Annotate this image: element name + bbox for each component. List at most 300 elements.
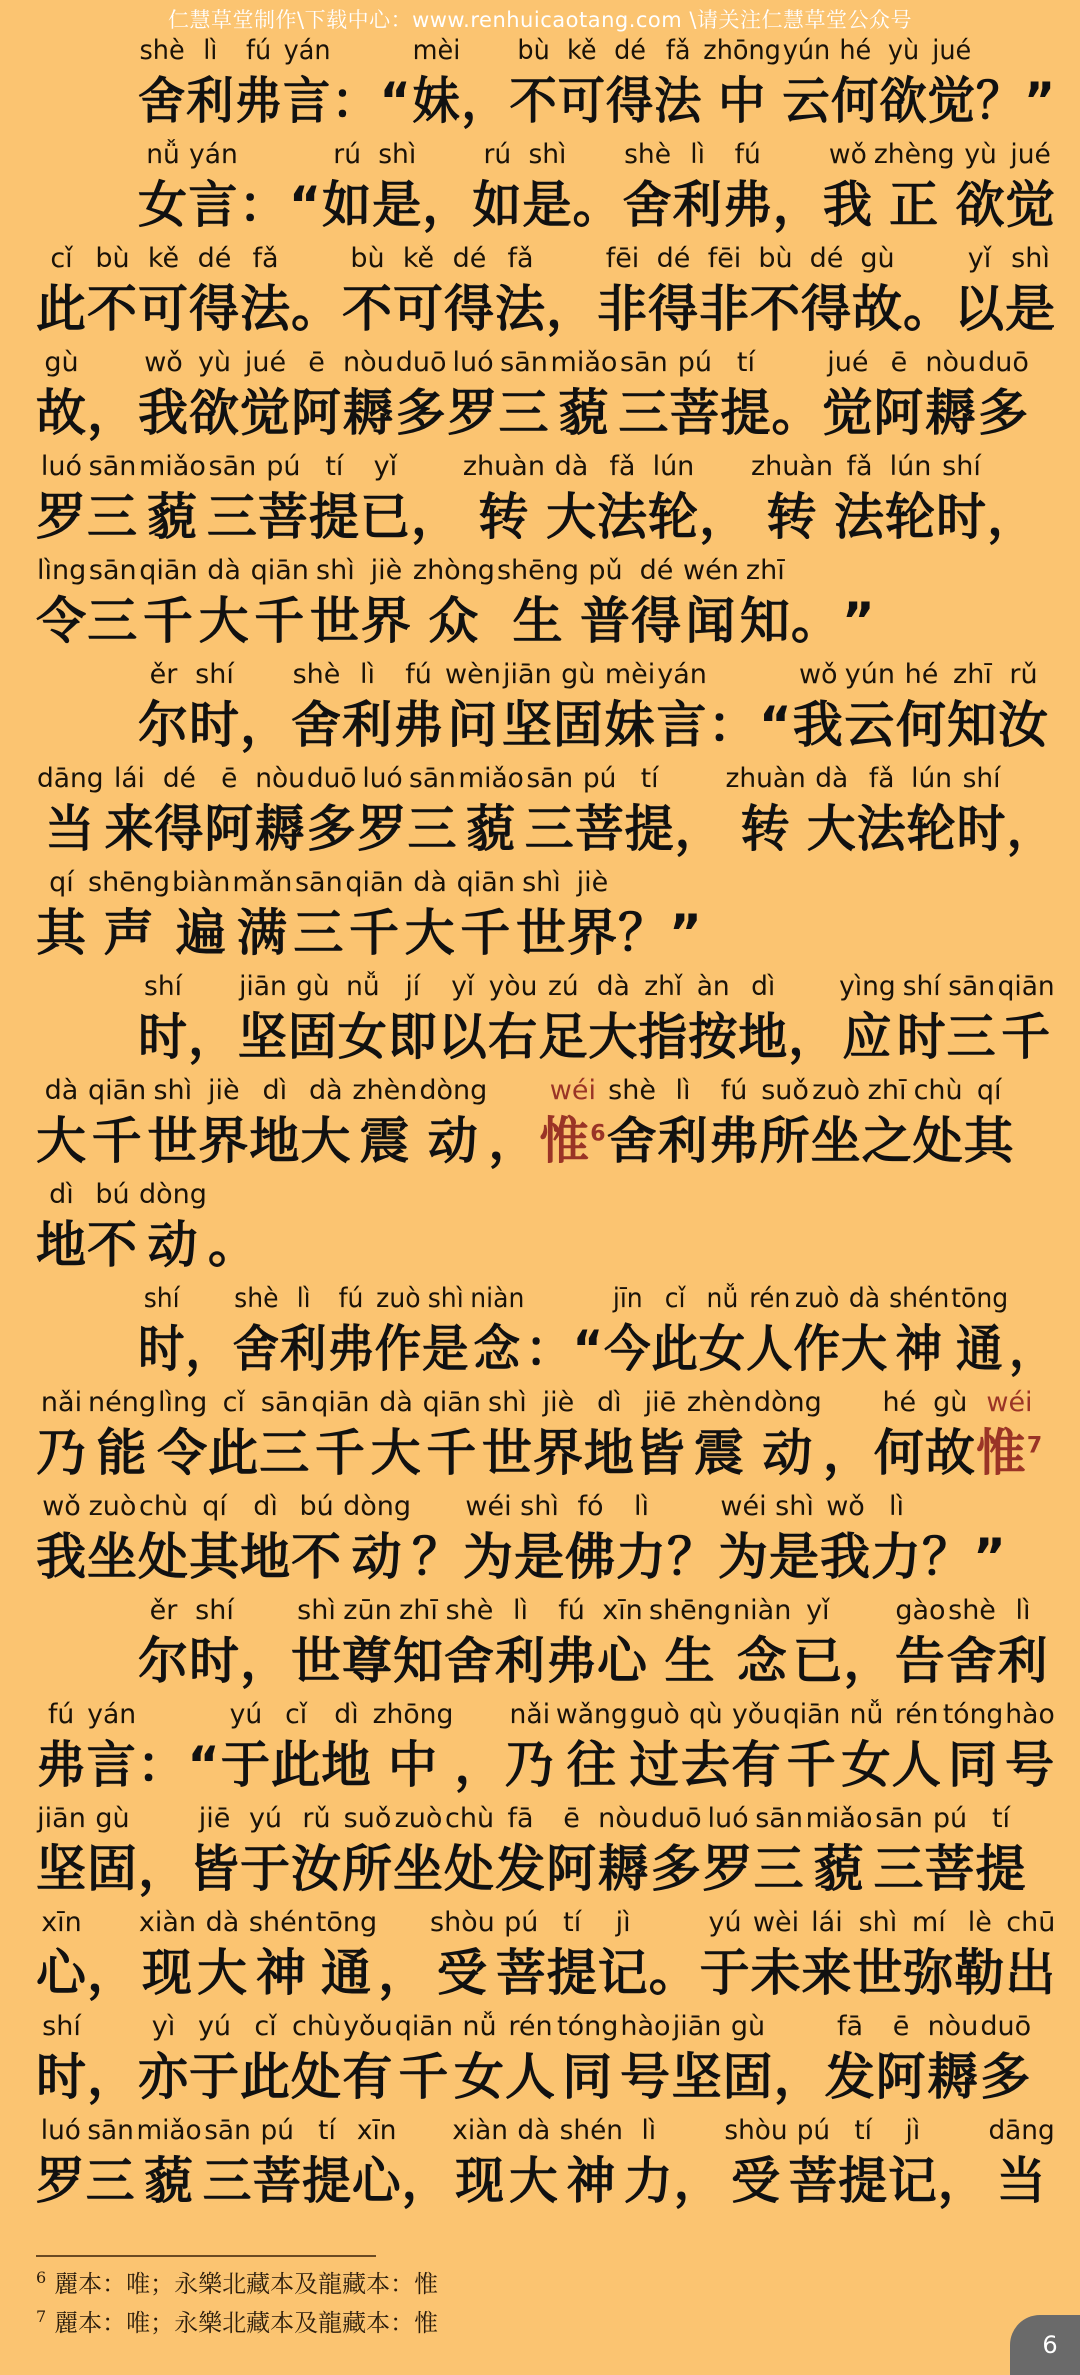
- hanzi: [87, 278, 138, 340]
- hanzi: [998, 694, 1049, 756]
- ruby-character: [682, 552, 740, 652]
- hanzi-text: 不: [87, 280, 138, 338]
- pinyin: yòu: [488, 971, 538, 1002]
- ruby-character: [393, 1592, 444, 1692]
- hanzi: [291, 1838, 342, 1900]
- ruby-character: [651, 1280, 698, 1380]
- ruby-character: [669, 864, 703, 964]
- ruby-character: [36, 552, 87, 652]
- hanzi: [460, 902, 511, 964]
- hanzi-text: 时: [189, 696, 240, 754]
- ruby-character: [360, 448, 411, 548]
- pinyin: tí: [325, 451, 344, 482]
- pinyin: [208, 1280, 210, 1318]
- hanzi: [240, 1838, 291, 1900]
- hanzi: [648, 486, 699, 548]
- ruby-character: [87, 1488, 138, 1588]
- pinyin: dà: [44, 1075, 79, 1106]
- footnote-number: 6: [36, 2268, 47, 2287]
- hanzi: [488, 1006, 538, 1068]
- hanzi: [838, 2150, 888, 2212]
- hanzi-text: ，: [410, 488, 462, 546]
- hanzi-text: 地: [583, 1424, 635, 1482]
- hanzi-text: ：: [137, 1736, 188, 1794]
- hanzi-text: 此: [36, 280, 87, 338]
- ruby-character: [412, 32, 462, 132]
- ruby-character: [138, 1280, 185, 1380]
- pinyin: yú: [197, 2011, 232, 2042]
- ruby-character: [843, 1592, 894, 1692]
- pinyin: zhī: [399, 1595, 438, 1626]
- hanzi: [731, 1734, 781, 1796]
- ruby-character: [782, 1696, 841, 1796]
- ruby-character: [291, 344, 342, 444]
- hanzi-text: 女: [337, 1008, 388, 1066]
- hanzi-text: 记: [888, 2152, 938, 2210]
- pinyin: mèi: [412, 35, 461, 66]
- pinyin: fǎ: [868, 763, 895, 794]
- pinyin: dòng: [753, 1387, 822, 1418]
- ruby-character: [738, 968, 788, 1068]
- hanzi: [720, 382, 771, 444]
- pinyin: ē: [892, 2011, 910, 2042]
- ruby-character: [189, 344, 240, 444]
- ruby-character: [533, 1384, 584, 1484]
- pinyin: lái: [113, 763, 145, 794]
- hanzi-text: 欲: [189, 384, 240, 442]
- ruby-character: [342, 344, 395, 444]
- pinyin: [999, 32, 1001, 70]
- pinyin: sān: [294, 867, 343, 898]
- hanzi-text: 故: [924, 1424, 976, 1482]
- ruby-character: [371, 1384, 422, 1484]
- hanzi: [185, 1318, 232, 1380]
- hanzi-text: 神: [566, 2152, 617, 2210]
- pinyin: wèi: [752, 1907, 800, 1938]
- hanzi: [444, 278, 495, 340]
- hanzi: [562, 2046, 613, 2108]
- pinyin: jué: [932, 35, 972, 66]
- ruby-character: [567, 864, 618, 964]
- ruby-character: [36, 344, 87, 444]
- hanzi-text: 问: [447, 696, 499, 754]
- pinyin: shēng: [496, 555, 579, 586]
- text-line: [138, 968, 1056, 1072]
- pinyin: [928, 240, 930, 278]
- ruby-character: [773, 136, 823, 236]
- pinyin: yù: [197, 347, 232, 378]
- pinyin: yǒu: [732, 1699, 781, 1730]
- hanzi-text: 妹: [412, 72, 461, 130]
- text-line: [36, 1904, 1056, 2008]
- ruby-character: [495, 1592, 546, 1692]
- ruby-character: [604, 1280, 651, 1380]
- hanzi-text: 三: [753, 1840, 805, 1898]
- pinyin: [858, 552, 860, 590]
- pinyin: jiè: [576, 867, 609, 898]
- hanzi-text: 人: [746, 1320, 794, 1378]
- hanzi-text: 以: [437, 1008, 488, 1066]
- pinyin: lì: [359, 659, 375, 690]
- hanzi: [495, 1838, 546, 1900]
- hanzi-text: 世: [481, 1424, 533, 1482]
- ruby-character: [36, 1696, 86, 1796]
- ruby-character: [138, 1592, 189, 1692]
- pinyin: tí: [318, 2115, 336, 2146]
- ruby-character: [87, 2008, 138, 2108]
- hanzi-text: 得: [801, 280, 852, 338]
- hanzi: [255, 798, 305, 860]
- ruby-character: [973, 1488, 1007, 1588]
- hanzi: [45, 798, 95, 860]
- ruby-character: [456, 864, 516, 964]
- hanzi: [234, 70, 282, 132]
- hanzi: [87, 1734, 137, 1796]
- hanzi-text: 耨: [255, 800, 306, 858]
- pinyin: dòng: [343, 1491, 411, 1522]
- hanzi: [731, 2150, 781, 2212]
- hanzi-text: 世: [515, 904, 567, 962]
- hanzi: [478, 486, 529, 548]
- hanzi: [454, 1734, 504, 1796]
- hanzi-text: 遍: [175, 904, 227, 962]
- ruby-character: [300, 1072, 351, 1172]
- pinyin: dà: [308, 1075, 343, 1106]
- text-line: [138, 1280, 1056, 1384]
- pinyin: ěr: [149, 1595, 178, 1626]
- hanzi: [291, 694, 342, 756]
- pinyin: [403, 1904, 405, 1942]
- hanzi: [293, 902, 344, 964]
- ruby-character: [597, 240, 648, 340]
- footnote-6: [36, 2264, 438, 2299]
- hanzi-text: ”: [1024, 72, 1057, 130]
- hanzi-text: 罗: [36, 488, 87, 546]
- hanzi-text: 得: [444, 280, 495, 338]
- hanzi-text: 是: [422, 1320, 470, 1378]
- ruby-character: [789, 2112, 839, 2212]
- hanzi-text: 女: [698, 1320, 747, 1378]
- hanzi-text: ，: [454, 1736, 505, 1794]
- ruby-character: [444, 656, 502, 756]
- ruby-character: [942, 1696, 1004, 1796]
- ruby-character: [927, 2008, 980, 2108]
- ruby-character: [36, 1176, 87, 1276]
- pinyin: duō: [395, 347, 447, 378]
- pinyin: fú: [245, 35, 272, 66]
- hanzi: [87, 2046, 138, 2108]
- pinyin: zhèn: [686, 1387, 752, 1418]
- hanzi-text: 法: [240, 280, 291, 338]
- pinyin: sān: [409, 763, 456, 794]
- hanzi-text: 现: [141, 1944, 193, 2002]
- ruby-character: [876, 2008, 927, 2108]
- pinyin: pú: [677, 347, 713, 378]
- pinyin: shí: [195, 659, 234, 690]
- hanzi-text: 轮: [906, 800, 957, 858]
- pinyin: duō: [306, 763, 357, 794]
- ruby-character: [760, 1072, 811, 1172]
- ruby-character: [998, 1592, 1049, 1692]
- ruby-character: [208, 1384, 259, 1484]
- ruby-character: [871, 1488, 922, 1588]
- hanzi-text: 号: [1004, 1736, 1056, 1794]
- hanzi: [769, 1526, 820, 1588]
- hanzi: [580, 590, 631, 652]
- pinyin: dé: [639, 555, 674, 586]
- hanzi-text: 多: [395, 384, 447, 442]
- hanzi: [147, 1110, 198, 1172]
- footnote-marker[interactable]: 7: [1026, 1433, 1044, 1459]
- ruby-character: [938, 2112, 988, 2212]
- hanzi: [352, 2150, 402, 2212]
- hanzi-text: 惟: [539, 1112, 591, 1170]
- ruby-character: [36, 1072, 87, 1172]
- ruby-character: [240, 1488, 291, 1588]
- hanzi-text: 固: [552, 696, 604, 754]
- hanzi-text: 处: [444, 1840, 496, 1898]
- pinyin: bù: [95, 243, 130, 274]
- ruby-character: [525, 760, 575, 860]
- hanzi-text: 菩: [252, 2152, 303, 2210]
- pinyin: [847, 1384, 849, 1422]
- ruby-character: [723, 136, 773, 236]
- pinyin: kě: [567, 35, 597, 66]
- hanzi: [256, 1942, 307, 2004]
- pinyin: [548, 1280, 550, 1318]
- pinyin: jiè: [208, 1075, 240, 1106]
- pinyin: mí: [911, 1907, 946, 1938]
- hanzi-text: 尊: [342, 1632, 393, 1690]
- ruby-character: [811, 1072, 862, 1172]
- hanzi-text: 固: [87, 1840, 138, 1898]
- hanzi-text: 所: [342, 1840, 393, 1898]
- pinyin: rén: [894, 1699, 939, 1730]
- ruby-character: [138, 968, 188, 1068]
- hanzi-text: ：: [331, 72, 380, 130]
- pinyin: nòu: [927, 2011, 979, 2042]
- hanzi: [547, 1942, 598, 2004]
- hanzi: [558, 382, 609, 444]
- hanzi-text: 三: [946, 1008, 997, 1066]
- ruby-character: [584, 1384, 635, 1484]
- pinyin: [797, 136, 799, 174]
- hanzi: [924, 1838, 975, 1900]
- hanzi: [648, 278, 699, 340]
- pinyin: pǔ: [588, 555, 623, 586]
- hanzi: [888, 2150, 938, 2212]
- ruby-character: [248, 1904, 315, 2004]
- ruby-character: [924, 344, 977, 444]
- ruby-character: [505, 1696, 555, 1796]
- hanzi-text: 耨: [597, 1840, 649, 1898]
- hanzi: [793, 1318, 840, 1380]
- hanzi-text: 利: [186, 72, 235, 130]
- ruby-character: [375, 1280, 422, 1380]
- hanzi-text: 大: [36, 1112, 87, 1170]
- hanzi-text: “: [572, 1320, 605, 1378]
- ruby-character: [801, 1904, 852, 2004]
- ruby-character: [688, 968, 738, 1068]
- hanzi: [238, 1006, 288, 1068]
- hanzi-text: 利: [997, 1632, 1049, 1690]
- ruby-character: [546, 1592, 597, 1692]
- hanzi-text: 我: [822, 176, 873, 234]
- hanzi-text: 我: [138, 384, 189, 442]
- footnote-text: 麗本：唯；永樂北藏本及龍藏本：惟: [54, 2270, 439, 2298]
- hanzi: [823, 174, 873, 236]
- hanzi-text: 为: [718, 1528, 769, 1586]
- pinyin: chù: [445, 1803, 495, 1834]
- hanzi: [315, 1422, 366, 1484]
- pinyin: dà: [205, 1907, 240, 1938]
- ruby-character: [822, 344, 873, 444]
- hanzi: [791, 590, 842, 652]
- hanzi: [36, 590, 87, 652]
- ruby-character: [291, 240, 342, 340]
- pinyin: lì: [675, 1075, 691, 1106]
- pinyin: miǎo: [550, 347, 618, 378]
- pinyin: [163, 1800, 165, 1838]
- ruby-character: [903, 240, 954, 340]
- pinyin: dé: [197, 243, 232, 274]
- hanzi: [897, 1006, 947, 1068]
- pinyin: pú: [582, 763, 617, 794]
- text-line: [36, 1696, 1056, 1800]
- hanzi: [189, 1838, 240, 1900]
- hanzi: [699, 278, 750, 340]
- ruby-character: [820, 1488, 871, 1588]
- pinyin: shè: [624, 139, 672, 170]
- ruby-character: [625, 760, 675, 860]
- pinyin: rǔ: [302, 1803, 331, 1834]
- ruby-character: [291, 2008, 342, 2108]
- ruby-character: [686, 1384, 753, 1484]
- ruby-character: [936, 448, 987, 548]
- hanzi-text: 弗: [393, 696, 444, 754]
- pinyin: bù: [758, 243, 793, 274]
- hanzi-text: 往: [566, 1736, 617, 1794]
- hanzi-text: 坚: [501, 696, 553, 754]
- hanzi: [388, 1006, 438, 1068]
- hanzi-text: 舍: [291, 696, 342, 754]
- pinyin: fú: [558, 1595, 585, 1626]
- hanzi-text: 言: [188, 176, 239, 234]
- ruby-character: [240, 2008, 291, 2108]
- text-line: [138, 136, 1056, 240]
- pinyin: hé: [904, 659, 939, 690]
- pinyin: [112, 2008, 114, 2046]
- hanzi: [393, 694, 444, 756]
- hanzi: [956, 174, 1006, 236]
- pinyin: lì: [296, 1283, 311, 1314]
- pinyin: [111, 1904, 113, 1942]
- pinyin: zhuàn: [725, 763, 806, 794]
- hanzi: [372, 174, 422, 236]
- pinyin: wèn: [445, 659, 501, 690]
- hanzi-text: 提: [624, 800, 675, 858]
- ruby-character: [885, 448, 936, 548]
- hanzi-text: ，: [1006, 800, 1057, 858]
- pinyin: lì: [888, 1491, 904, 1522]
- ruby-character: [233, 1280, 280, 1380]
- pinyin: dé: [656, 243, 691, 274]
- ruby-character: [525, 1280, 572, 1380]
- hanzi: [505, 2046, 556, 2108]
- hanzi-text: 千: [426, 1424, 478, 1482]
- pinyin: sān: [948, 971, 995, 1002]
- ruby-character: [792, 1592, 843, 1692]
- hanzi-text: 坚: [36, 1840, 87, 1898]
- hanzi-text: 藐: [466, 800, 517, 858]
- pinyin: dì: [597, 1387, 622, 1418]
- hanzi-text: 过: [629, 1736, 680, 1794]
- hanzi: [271, 1734, 321, 1796]
- text-line: [36, 448, 1038, 552]
- pinyin: [642, 864, 644, 902]
- pinyin: shì: [775, 1491, 814, 1522]
- hanzi: [771, 382, 822, 444]
- hanzi: [463, 1526, 514, 1588]
- hanzi-text: 舍: [138, 72, 187, 130]
- hanzi: [422, 1318, 469, 1380]
- hanzi: [307, 798, 357, 860]
- hanzi-text: ：: [707, 696, 759, 754]
- hanzi: [240, 278, 291, 340]
- ruby-character: [138, 656, 189, 756]
- pinyin: qí: [49, 867, 74, 898]
- pinyin: dà: [848, 1283, 881, 1314]
- hanzi-text: 时: [956, 800, 1007, 858]
- hanzi-text: 我: [820, 1528, 871, 1586]
- hanzi-text: ，: [987, 488, 1038, 546]
- ruby-character: [825, 2008, 876, 2108]
- ruby-character: [702, 32, 781, 132]
- pinyin: yì: [151, 2011, 176, 2042]
- hanzi: [512, 590, 563, 652]
- pinyin: biàn: [172, 867, 231, 898]
- hanzi: [598, 1838, 649, 1900]
- ruby-character: [87, 1384, 157, 1484]
- hanzi-text: 此: [240, 2048, 291, 2106]
- pinyin: nǚ: [462, 2011, 497, 2042]
- hanzi-text: 此: [651, 1320, 699, 1378]
- pinyin: pú: [266, 451, 301, 482]
- ruby-character: [448, 344, 499, 444]
- hanzi: [36, 278, 87, 340]
- hanzi: [240, 2046, 291, 2108]
- pinyin: miǎo: [136, 2115, 202, 2146]
- hanzi-text: 女: [454, 2048, 506, 2106]
- pinyin: [732, 656, 734, 694]
- ruby-character: [873, 1800, 924, 1900]
- pinyin: rén: [749, 1283, 791, 1314]
- ruby-character: [699, 448, 750, 548]
- hanzi: [291, 2046, 342, 2108]
- ruby-character: [750, 240, 801, 340]
- ruby-character: [495, 240, 546, 340]
- hanzi: [352, 1526, 403, 1588]
- hanzi-text: 阿: [875, 2048, 927, 2106]
- ruby-character: [203, 2112, 253, 2212]
- text-line: [36, 2008, 1032, 2112]
- hanzi: [482, 1422, 533, 1484]
- pinyin: lún: [911, 763, 953, 794]
- ruby-character: [138, 136, 188, 236]
- footnote-marker[interactable]: 6: [590, 1121, 607, 1147]
- ruby-character: [36, 448, 87, 548]
- hanzi-text: 动: [351, 1528, 403, 1586]
